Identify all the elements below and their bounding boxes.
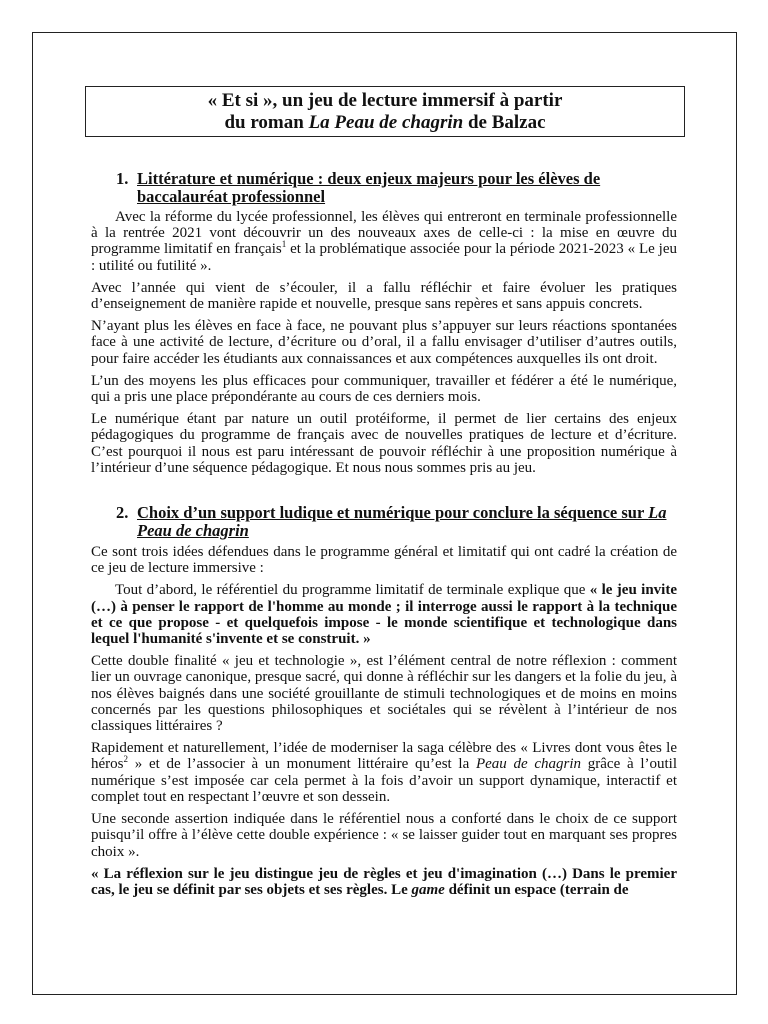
paragraph	[91, 209, 677, 274]
paragraph-text: Rapidement et naturellement, l’idée de moderniser la saga célèbre des « Livres dont vous êtes le héros	[91, 740, 677, 773]
paragraph-text: « La réflexion sur le jeu distingue jeu de règles et jeu d'imagination (…) Dans le premier cas, le jeu se définit par ses objets et ses règles. Le	[91, 865, 677, 898]
paragraph: L’un des moyens les plus efficaces pour communiquer, travailler et fédérer a été le numérique, qui a pris une place prépondérante au cours de ces derniers mois.	[91, 372, 677, 406]
footnote-ref[interactable]: 2	[123, 754, 128, 765]
section-1-heading	[91, 170, 677, 206]
paragraph: Le numérique étant par nature un outil protéiforme, il permet de lier certains des enjeux pédagogiques du programme de français avec de nouvelles pratiques de lecture et d’écriture. C’est pourquoi il nous est paru intéressant de pouvoir réfléchir à une proposition numérique à l’intérieur d’une séquence pédagogique. Et nous nous sommes pris au jeu.	[91, 411, 677, 476]
paragraph-text: et la problématique associée pour la période 2021-2023 « Le jeu : utilité ou futilité ».	[91, 241, 678, 274]
title-box	[85, 86, 685, 137]
paragraph: N’ayant plus les élèves en face à face, ne pouvant plus s’appuyer sur leurs réactions spontanées face à une activité de lecture, d’écriture ou d’oral, il a fallu envisager d’utiliser d’autres outils, pour faire accéder les étudiants aux connaissances et aux compétences auxquelles ils ont droit.	[91, 318, 677, 367]
emphasis-word: game	[411, 881, 445, 898]
section-number: 1.	[116, 169, 129, 188]
paragraph	[91, 740, 677, 805]
paragraph: Une seconde assertion indiquée dans le référentiel nous a conforté dans le choix de ce support puisqu’il offre à l’élève cette double expérience : « se laisser guider tout en marquant ses propres choix ».	[91, 811, 677, 860]
paragraph-bold	[91, 866, 677, 898]
title-book-name: La Peau de chagrin	[308, 112, 464, 133]
paragraph-text: grâce à l’outil numérique s’est imposée car cela permet à la fois d’avoir un support dynamique, interactif et complet tout en respectant l’œuvre et son dessein.	[91, 756, 677, 805]
paragraph: Cette double finalité « jeu et technologie », est l’élément central de notre réflexion : comment lier un ouvrage canonique, presque sacré, qui donne à réfléchir sur les dangers et la folie du jeu, à nos élèves baignés dans une société grouillante de stimuli technologiques et de moins en moins concernés par les questions philosophiques et sociétales qui se révèlent à l’intérieur de nos classiques littéraires ?	[91, 653, 677, 735]
title-text-end: de Balzac	[463, 112, 546, 133]
paragraph-text: Tout d’abord, le référentiel du programme limitatif de terminale explique que	[115, 582, 590, 599]
title-line-1: « Et si », un jeu de lecture immersif à partir	[207, 90, 563, 111]
book-title: Peau de chagrin	[475, 756, 582, 773]
paragraph-text: » et de l’associer à un monument littéraire qu’est la	[128, 756, 476, 773]
section-number: 2.	[116, 503, 129, 523]
paragraph-text: Avec la réforme du lycée professionnel, les élèves qui entreront en terminale professionnelle à la rentrée 2021 vont découvrir un des nouveaux axes de celle-ci : la mise en œuvre du programme limitatif en français	[91, 209, 677, 258]
section-title-book: La Peau de chagrin	[137, 503, 667, 541]
paragraph: Avec l’année qui vient de s’écouler, il a fallu réfléchir et faire évoluer les pratiques d’enseignement de manière rapide et nouvelle, presque sans repères et sans appuis concrets.	[91, 279, 677, 313]
section-title	[137, 503, 666, 540]
quote-bold: « le jeu invite (…) à penser le rapport de l'homme au monde ; il interroge aussi le rapport à la technique et ce que propose - et quelquefois impose - le monde scientifique et technologique dans lequel l'humanité s'invente et se construit. »	[91, 582, 677, 648]
section-title: Littérature et numérique : deux enjeux majeurs pour les élèves de baccalauréat professionnel	[137, 169, 601, 206]
title-text: du roman	[224, 112, 309, 133]
section-title-text: Choix d’un support ludique et numérique pour conclure la séquence sur	[137, 503, 649, 523]
title-line-2	[86, 112, 684, 134]
footnote-ref[interactable]: 1	[281, 239, 287, 250]
section-2-heading	[91, 504, 677, 540]
paragraph-text: définit un espace (terrain de	[444, 881, 629, 898]
paragraph: Ce sont trois idées défendues dans le programme général et limitatif qui ont cadré la création de ce jeu de lecture immersive :	[91, 544, 677, 577]
document-body	[91, 170, 677, 904]
paragraph	[91, 582, 677, 647]
